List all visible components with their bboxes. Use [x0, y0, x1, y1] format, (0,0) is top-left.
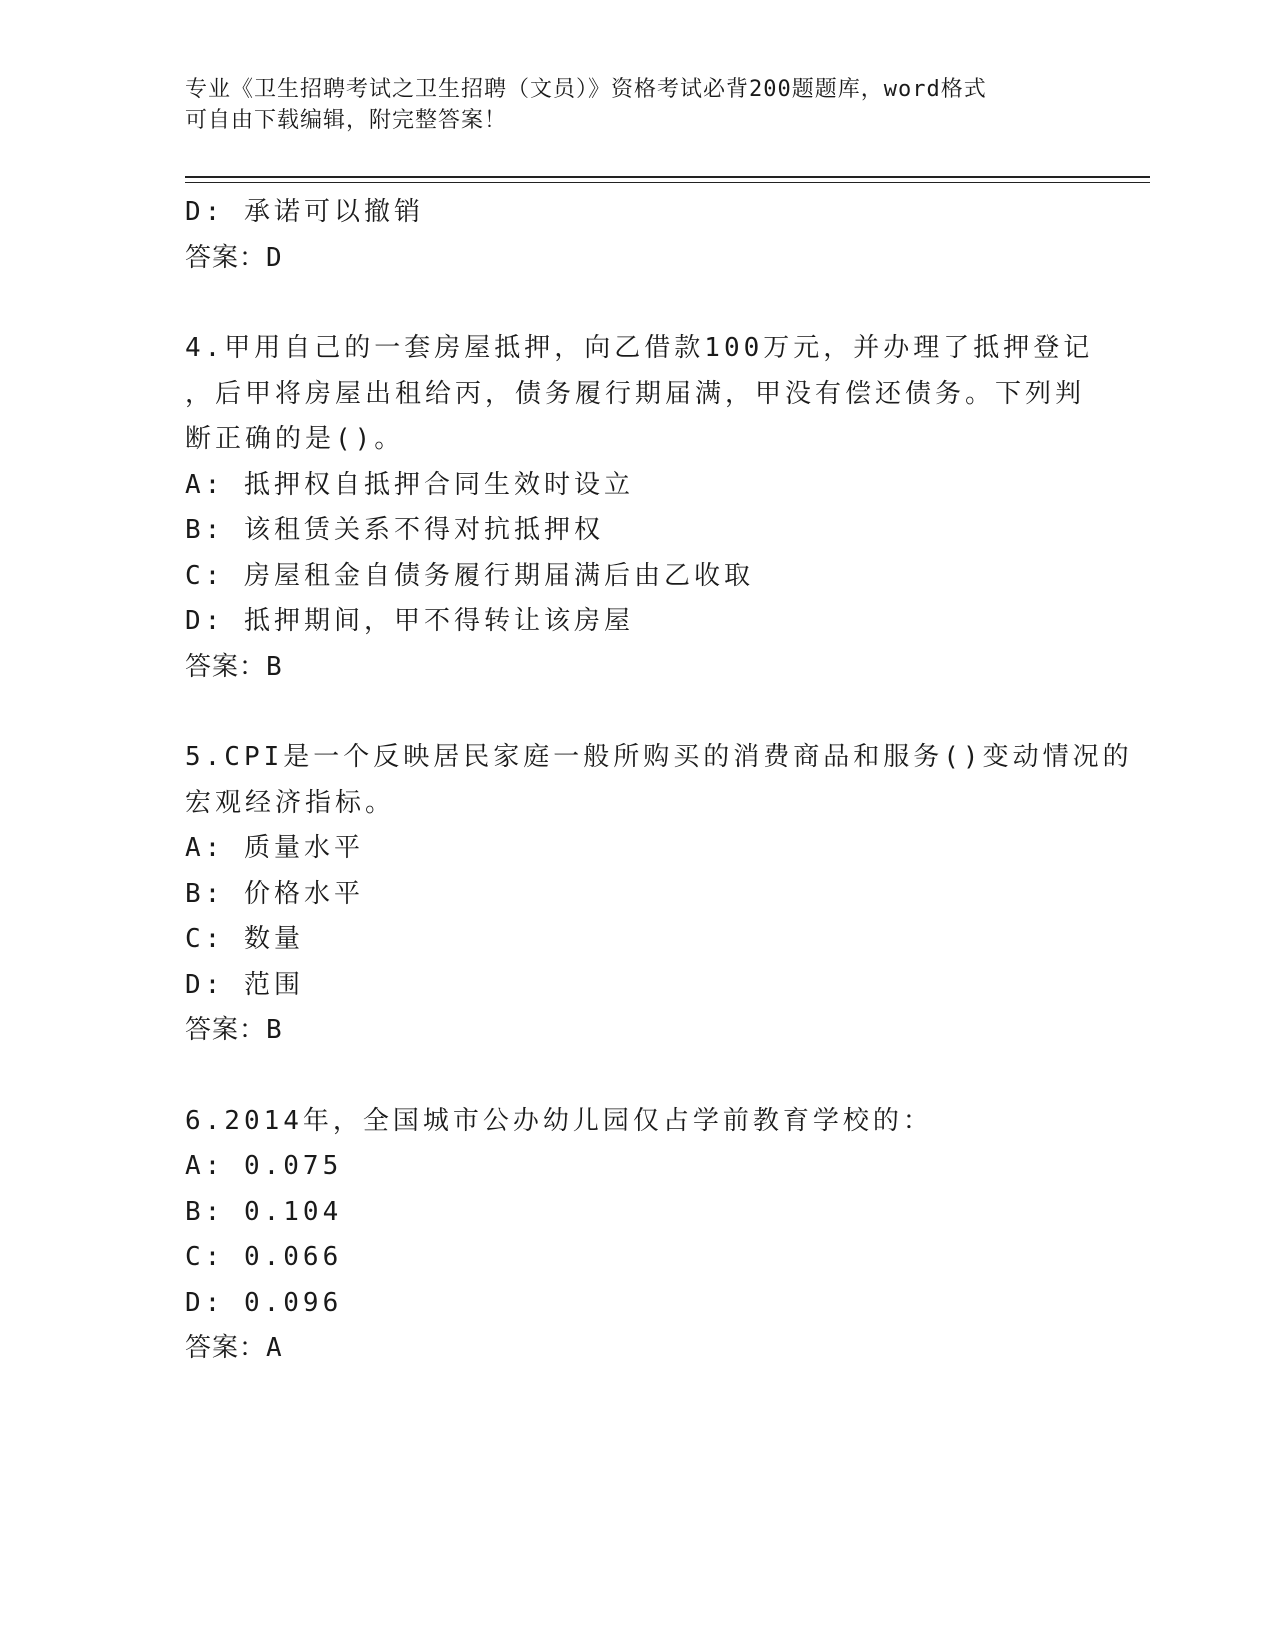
option-c: C: 0.066 [185, 1242, 343, 1272]
question-content [185, 190, 1133, 1372]
header-divider-thin [185, 182, 1150, 183]
answer-label: 答案： [185, 1015, 267, 1045]
question-stem-line: 宏观经济指标。 [185, 787, 396, 818]
question-stem-line: 4.甲用自己的一套房屋抵押，向乙借款100万元，并办理了抵押登记 [185, 333, 1094, 363]
option-d: D: 范围 [185, 969, 304, 1000]
answer-label: 答案： [185, 1333, 267, 1363]
spacer [185, 281, 1085, 326]
question-stem-line: 断正确的是()。 [185, 424, 405, 454]
header-line-2: 可自由下载编辑，附完整答案！ [185, 108, 508, 133]
question-stem-line: 6.2014年，全国城市公办幼儿园仅占学前教育学校的： [185, 1105, 933, 1136]
question-answer [185, 645, 1085, 691]
option-d: D: 抵押期间，甲不得转让该房屋 [185, 606, 634, 636]
prev-question-option-d: D: 承诺可以撤销 [185, 197, 424, 227]
question-stem-line: ，后甲将房屋出租给丙，债务履行期届满，甲没有偿还债务。下列判 [185, 378, 1086, 409]
document-header [185, 74, 1065, 136]
option-b: B: 价格水平 [185, 878, 364, 909]
option-c: C: 房屋租金自债务履行期届满后由乙收取 [185, 560, 754, 591]
spacer [185, 690, 1085, 735]
option-c: C: 数量 [185, 924, 304, 954]
question-stem-line: 5.CPI是一个反映居民家庭一般所购买的消费商品和服务()变动情况的 [185, 742, 1133, 772]
option-a: A: 质量水平 [185, 833, 364, 863]
header-line-1: 专业《卫生招聘考试之卫生招聘（文员）》资格考试必背200题题库，word格式 [185, 77, 987, 102]
option-a: A: 0.075 [185, 1151, 343, 1181]
option-d: D: 0.096 [185, 1287, 343, 1318]
spacer [185, 1054, 1085, 1099]
question-answer [185, 1326, 1085, 1372]
header-divider-thick [185, 176, 1150, 178]
question-answer [185, 1008, 1085, 1054]
answer-value: B [266, 1015, 286, 1045]
question-block-6 [185, 1099, 1085, 1372]
prev-question-answer [185, 236, 1085, 282]
answer-label: 答案： [185, 651, 267, 682]
option-b: B: 0.104 [185, 1196, 343, 1227]
question-block-4 [185, 326, 1094, 690]
answer-value: D [266, 242, 286, 273]
option-b: B: 该租赁关系不得对抗抵押权 [185, 515, 604, 545]
question-block-5 [185, 735, 1133, 1054]
answer-value: B [266, 651, 286, 682]
answer-label: 答案： [185, 242, 267, 273]
answer-value: A [266, 1333, 286, 1363]
option-a: A: 抵押权自抵押合同生效时设立 [185, 469, 634, 500]
